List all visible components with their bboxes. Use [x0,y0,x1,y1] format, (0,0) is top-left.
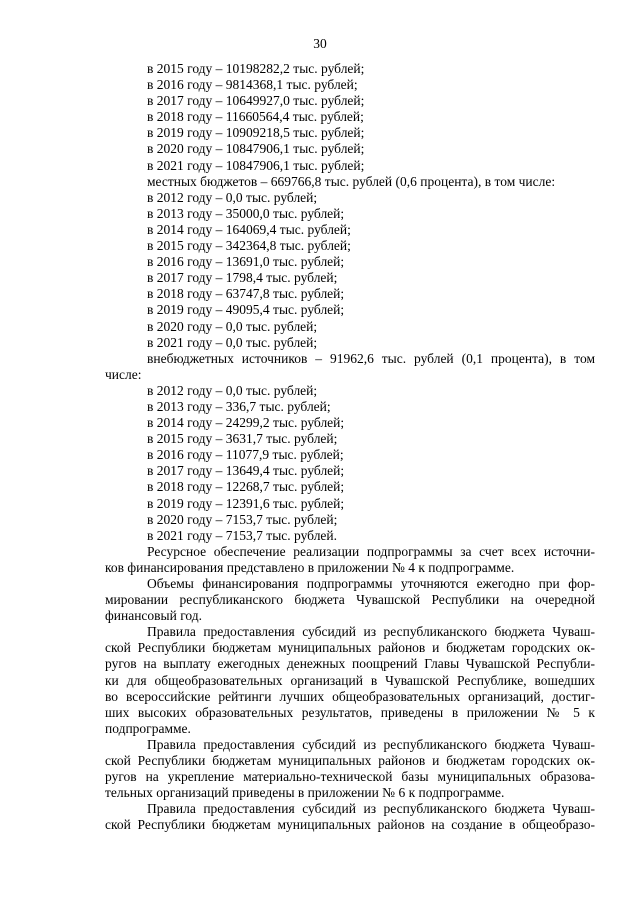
local-budgets-heading: местных бюджетов – 669766,8 тыс. рублей (0,6 процента), в том числе: [147,173,556,189]
paragraph-line: ской Республики бюджетам муниципальных районов и бюджетам городских ок- [105,640,595,656]
paragraph-line: мировании республиканского бюджета Чувашской Республики на очередной [105,592,595,608]
extra-budget-list [105,383,595,544]
list-item: в 2017 году – 1798,4 тыс. рублей; [147,270,338,286]
list-item: в 2019 году – 49095,4 тыс. рублей; [147,302,345,318]
paragraph-line: ков финансирования представлено в приложении № 4 к подпрограмме. [105,559,515,575]
list-item: в 2013 году – 35000,0 тыс. рублей; [147,205,345,221]
paragraph-subsidy-rules-infrastructure [105,737,595,801]
paragraph-line: ки для общеобразовательных организаций в Чувашской Республике, вошедших [105,672,595,688]
list-item: в 2020 году – 7153,7 тыс. рублей; [147,511,338,527]
list-item: в 2021 году – 0,0 тыс. рублей; [147,334,318,350]
paragraph-line: ской Республики бюджетам муниципальных районов и бюджетам городских ок- [105,753,595,769]
paragraph-line: во всероссийские рейтинги лучших общеобразовательных организаций, достиг- [105,688,595,704]
list-item: в 2014 году – 164069,4 тыс. рублей; [147,221,351,237]
list-item: в 2016 году – 11077,9 тыс. рублей; [147,447,344,463]
paragraph-line: Правила предоставления субсидий из республиканского бюджета Чуваш- [147,624,595,640]
list-item: в 2018 году – 11660564,4 тыс. рублей; [147,109,364,125]
paragraph-line: Правила предоставления субсидий из республиканского бюджета Чуваш- [147,736,595,752]
list-item: в 2019 году – 12391,6 тыс. рублей; [147,495,345,511]
paragraph-subsidy-rules-creation [105,801,595,833]
paragraph-line: Правила предоставления субсидий из республиканского бюджета Чуваш- [147,801,595,817]
list-item: в 2017 году – 10649927,0 тыс. рублей; [147,93,365,109]
list-item: в 2015 году – 10198282,2 тыс. рублей; [147,61,365,76]
list-item: в 2020 году – 0,0 тыс. рублей; [147,318,318,334]
list-item: в 2016 году – 9814368,1 тыс. рублей; [147,77,358,93]
list-item: в 2014 году – 24299,2 тыс. рублей; [147,415,345,431]
paragraph-line: ших высоких образовательных результатов, приведены в приложении № 5 к [105,704,595,720]
list-item: в 2016 году – 13691,0 тыс. рублей; [147,254,345,270]
paragraph-line: тельных организаций приведены в приложении № 6 к подпрограмме. [105,785,505,801]
paragraph-funding-volumes [105,576,595,624]
list-item: в 2015 году – 3631,7 тыс. рублей; [147,431,338,447]
list-item: в 2018 году – 63747,8 тыс. рублей; [147,286,345,302]
paragraph-line: ругов на выплату ежегодных денежных поощрений Главы Чувашской Республи- [105,656,595,672]
list-item: в 2018 году – 12268,7 тыс. рублей; [147,479,345,495]
paragraph-line: ской Республики бюджетам муниципальных районов на создание в общеобразо- [105,817,595,833]
list-item: в 2012 году – 0,0 тыс. рублей; [147,189,318,205]
extra-budget-heading [105,351,595,383]
extra-budget-heading-line: внебюджетных источников – 91962,6 тыс. рублей (0,1 процента), в том [147,350,595,366]
list-item: в 2017 году – 13649,4 тыс. рублей; [147,463,345,479]
extra-budget-heading-line: числе: [105,366,142,382]
list-item: в 2015 году – 342364,8 тыс. рублей; [147,238,351,254]
list-item: в 2019 году – 10909218,5 тыс. рублей; [147,125,365,141]
list-item: в 2012 году – 0,0 тыс. рублей; [147,382,318,398]
paragraph-line: Ресурсное обеспечение реализации подпрограммы за счет всех источни- [147,543,595,559]
page-number: 30 [313,36,327,51]
paragraph-subsidy-rules-awards [105,624,595,737]
list-item: в 2021 году – 7153,7 тыс. рублей. [147,527,338,543]
list-item: в 2013 году – 336,7 тыс. рублей; [147,398,331,414]
list-item: в 2021 году – 10847906,1 тыс. рублей; [147,157,365,173]
paragraph-line: подпрограмме. [105,720,191,736]
paragraph-line: Объемы финансирования подпрограммы уточняются ежегодно при фор- [147,576,595,591]
list-item: в 2020 году – 10847906,1 тыс. рублей; [147,141,365,157]
document-body [105,61,595,834]
paragraph-line: ругов на укрепление материально-технической базы муниципальных образова- [105,769,595,785]
local-budget-list [105,190,595,351]
republic-budget-list [105,61,595,174]
paragraph-line: финансовый год. [105,608,203,624]
paragraph-resource-provision [105,544,595,576]
